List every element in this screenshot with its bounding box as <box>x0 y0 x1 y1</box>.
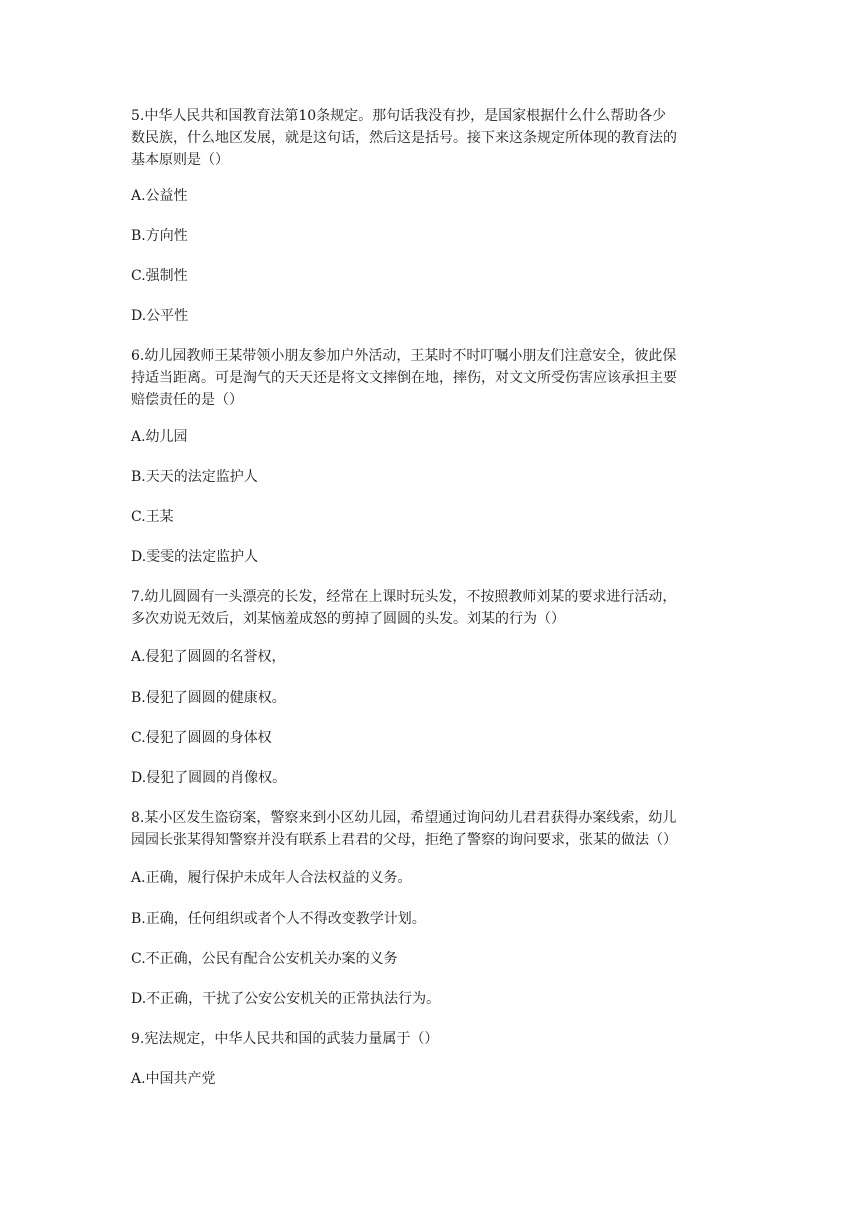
question-9-stem-line-1: 9.宪法规定，中华人民共和国的武装力量属于（） <box>131 1031 439 1047</box>
question-7-stem-line-2: 多次劝说无效后，刘某恼羞成怒的剪掉了圆圆的头发。刘某的行为（） <box>131 611 565 627</box>
question-8-option-b: B.正确，任何组织或者个人不得改变教学计划。 <box>131 911 426 927</box>
question-8-option-d: D.不正确，干扰了公安公安机关的正常执法行为。 <box>131 991 441 1007</box>
question-5-stem-line-2: 数民族，什么地区发展，就是这句话，然后这是括号。接下来这条规定所体现的教育法的 <box>131 130 677 146</box>
question-6-option-c: C.王某 <box>131 509 174 525</box>
question-5-option-c: C.强制性 <box>131 268 188 284</box>
question-6-option-d: D.雯雯的法定监护人 <box>131 549 259 565</box>
question-7-option-b: B.侵犯了圆圆的健康权。 <box>131 690 286 706</box>
question-5-option-b: B.方向性 <box>131 228 188 244</box>
question-5-stem-line-3: 基本原则是（） <box>131 152 229 168</box>
question-8-stem-line-1: 8.某小区发生盗窃案，警察来到小区幼儿园，希望通过询问幼儿君君获得办案线索，幼儿 <box>131 810 677 826</box>
question-8-option-c: C.不正确，公民有配合公安机关办案的义务 <box>131 951 398 967</box>
question-6-option-a: A.幼儿园 <box>131 429 188 445</box>
question-8-stem-line-2: 园园长张某得知警察并没有联系上君君的父母，拒绝了警察的询问要求，张某的做法（） <box>131 832 677 848</box>
question-6-stem-line-2: 持适当距离。可是淘气的天天还是将文文摔倒在地，摔伤，对文文所受伤害应该承担主要 <box>131 370 677 386</box>
question-7-option-a: A.侵犯了圆圆的名誉权， <box>131 649 286 665</box>
question-7-option-c: C.侵犯了圆圆的身体权 <box>131 730 272 746</box>
question-6-stem-line-1: 6.幼儿园教师王某带领小朋友参加户外活动，王某时不时叮嘱小朋友们注意安全，彼此保 <box>131 348 677 364</box>
question-9-option-a: A.中国共产党 <box>131 1071 216 1087</box>
question-5-option-a: A.公益性 <box>131 188 188 204</box>
question-7-stem-line-1: 7.幼儿圆圆有一头漂亮的长发，经常在上课时玩头发，不按照教师刘某的要求进行活动， <box>131 589 677 605</box>
question-8-option-a: A.正确，履行保护未成年人合法权益的义务。 <box>131 870 412 886</box>
question-7-option-d: D.侵犯了圆圆的肖像权。 <box>131 770 287 786</box>
question-6-option-b: B.天天的法定监护人 <box>131 469 258 485</box>
question-5-option-d: D.公平性 <box>131 308 189 324</box>
question-5-stem-line-1: 5.中华人民共和国教育法第10条规定。那句话我没有抄，是国家根据什么什么帮助各少 <box>131 108 667 124</box>
question-6-stem-line-3: 赔偿责任的是（） <box>131 392 243 408</box>
